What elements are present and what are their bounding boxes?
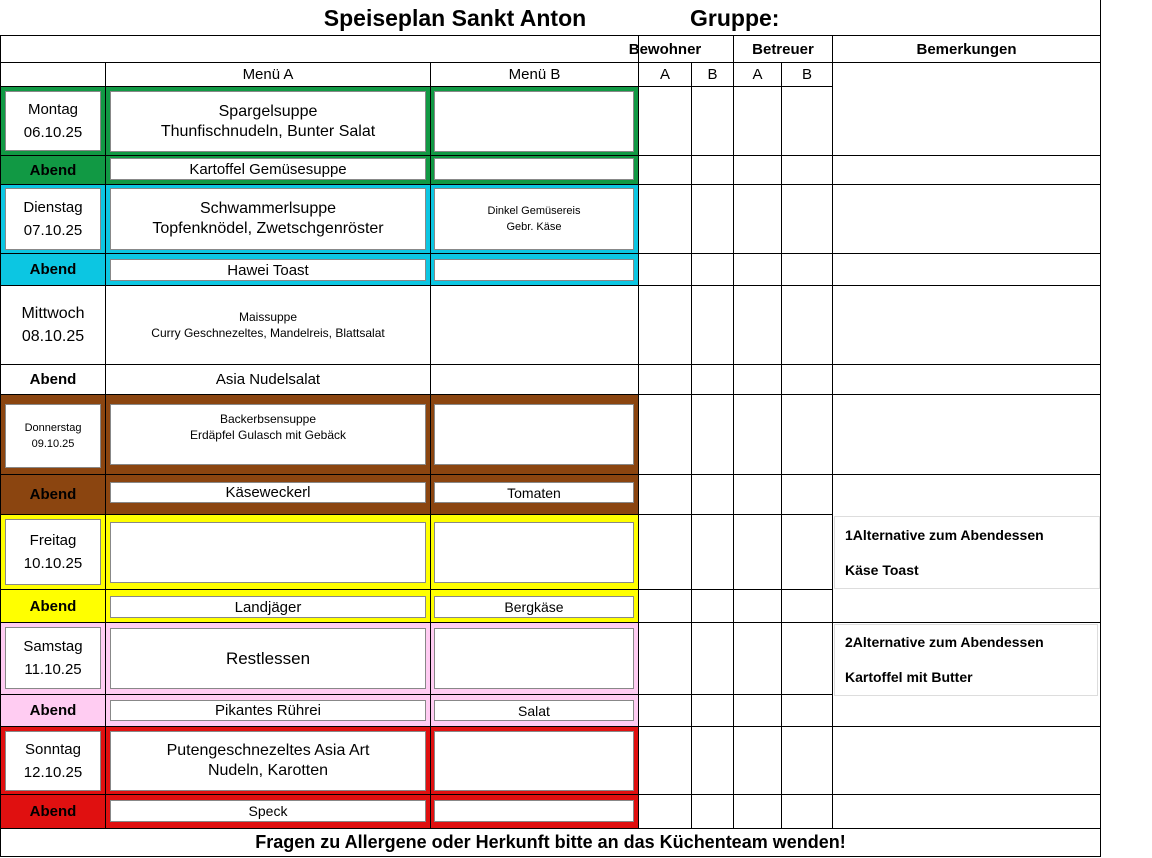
abend-text: Bergkäse bbox=[504, 599, 564, 615]
abend-b-montag bbox=[434, 158, 634, 180]
abend-a-samstag bbox=[110, 700, 426, 721]
header-menu-a: Menü A bbox=[242, 66, 294, 83]
day-name: Samstag bbox=[23, 638, 83, 655]
abend-text: Pikantes Rührei bbox=[215, 702, 321, 719]
abend-label-freitag: Abend bbox=[29, 597, 77, 615]
day-cell-freitag bbox=[5, 519, 101, 585]
menu-a-freitag bbox=[110, 522, 426, 583]
abend-b-samstag bbox=[434, 700, 634, 721]
menu-line: Thunfischnudeln, Bunter Salat bbox=[160, 122, 376, 140]
menu-b-sonntag bbox=[434, 731, 634, 791]
abend-text: Käseweckerl bbox=[225, 484, 311, 501]
menu-line: Schwammerlsuppe bbox=[199, 200, 337, 217]
header-bemerkungen: Bemerkungen bbox=[916, 40, 1017, 58]
menu-line: Putengeschnezeltes Asia Art bbox=[166, 742, 370, 759]
abend-a-mittwoch: Asia Nudelsalat bbox=[215, 371, 321, 388]
menu-a-mittwoch bbox=[106, 286, 430, 364]
header-bewohner-b: B bbox=[707, 66, 718, 83]
header-menu-b: Menü B bbox=[508, 66, 561, 83]
menu-a-samstag bbox=[110, 628, 426, 689]
header-bewohner-a: A bbox=[659, 66, 670, 83]
menu-line: Curry Geschnezeltes, Mandelreis, Blattsalat bbox=[151, 326, 385, 340]
menu-line: Gebr. Käse bbox=[506, 221, 562, 233]
header-betreuer-a: A bbox=[752, 66, 763, 83]
abend-label-samstag: Abend bbox=[29, 702, 77, 719]
menu-line: Backerbsensuppe bbox=[219, 412, 317, 426]
menu-b-montag bbox=[434, 91, 634, 152]
abend-text: Landjäger bbox=[234, 598, 302, 616]
abend-label-donnerstag: Abend bbox=[29, 486, 77, 503]
day-cell-samstag bbox=[5, 627, 101, 689]
day-date: 07.10.25 bbox=[23, 222, 83, 239]
abend-a-dienstag bbox=[110, 259, 426, 281]
abend-a-freitag bbox=[110, 596, 426, 618]
menu-line: Maissuppe bbox=[238, 310, 298, 324]
header-betreuer-b: B bbox=[801, 66, 812, 83]
menu-b-samstag bbox=[434, 628, 634, 689]
day-date: 06.10.25 bbox=[23, 124, 83, 141]
abend-a-sonntag bbox=[110, 800, 426, 822]
remark-line: Käse Toast bbox=[845, 561, 919, 578]
remark-2 bbox=[834, 624, 1098, 696]
remark-1 bbox=[834, 516, 1100, 589]
day-date: 10.10.25 bbox=[23, 555, 83, 572]
day-date: 11.10.25 bbox=[24, 661, 82, 678]
remark-line: Kartoffel mit Butter bbox=[845, 669, 973, 685]
remark-line: 2Alternative zum Abendessen bbox=[845, 634, 1044, 650]
menu-line: Erdäpfel Gulasch mit Gebäck bbox=[189, 428, 347, 442]
day-name: Donnerstag bbox=[24, 422, 82, 434]
day-cell-montag bbox=[5, 91, 101, 151]
abend-a-donnerstag bbox=[110, 482, 426, 503]
day-date: 12.10.25 bbox=[23, 764, 83, 781]
day-name: Mittwoch bbox=[21, 305, 85, 322]
abend-label-mittwoch: Abend bbox=[29, 371, 77, 388]
menu-b-dienstag bbox=[434, 188, 634, 250]
group-label: Gruppe: bbox=[690, 4, 780, 31]
menu-a-montag bbox=[110, 91, 426, 152]
day-date: 08.10.25 bbox=[21, 328, 85, 345]
day-name: Montag bbox=[27, 101, 79, 118]
header-bewohner: Bewohner bbox=[628, 40, 702, 58]
abend-text: Tomaten bbox=[507, 484, 561, 501]
day-cell-donnerstag bbox=[5, 404, 101, 468]
day-cell-dienstag bbox=[5, 188, 101, 250]
abend-b-dienstag bbox=[434, 259, 634, 281]
menu-a-dienstag bbox=[110, 188, 426, 250]
day-cell-mittwoch bbox=[1, 286, 105, 364]
menu-line: Dinkel Gemüsereis bbox=[487, 205, 581, 217]
day-name: Dienstag bbox=[23, 199, 83, 216]
menu-line: Restlessen bbox=[225, 648, 311, 668]
day-cell-sonntag bbox=[5, 731, 101, 791]
abend-text: Salat bbox=[518, 702, 550, 719]
menu-b-donnerstag bbox=[434, 404, 634, 465]
abend-b-donnerstag bbox=[434, 482, 634, 503]
abend-label-montag: Abend bbox=[29, 161, 77, 179]
remark-line: 1Alternative zum Abendessen bbox=[845, 526, 1044, 543]
abend-b-sonntag bbox=[434, 800, 634, 822]
abend-text: Hawei Toast bbox=[227, 261, 309, 279]
abend-text: Kartoffel Gemüsesuppe bbox=[189, 160, 347, 178]
menu-a-donnerstag bbox=[110, 404, 426, 465]
header-betreuer: Betreuer bbox=[752, 40, 814, 58]
abend-label-sonntag: Abend bbox=[29, 803, 77, 820]
abend-text: Speck bbox=[248, 803, 288, 819]
footer-note: Fragen zu Allergene oder Herkunft bitte an das Küchenteam wenden! bbox=[255, 832, 846, 852]
menu-line: Nudeln, Karotten bbox=[207, 762, 329, 779]
menu-b-freitag bbox=[434, 522, 634, 583]
day-name: Sonntag bbox=[25, 741, 81, 758]
abend-label-dienstag: Abend bbox=[29, 261, 77, 278]
day-name: Freitag bbox=[29, 532, 77, 549]
abend-b-freitag bbox=[434, 596, 634, 618]
day-date: 09.10.25 bbox=[31, 438, 75, 450]
menu-a-sonntag bbox=[110, 731, 426, 791]
abend-a-montag bbox=[110, 158, 426, 180]
page-title: Speiseplan Sankt Anton bbox=[323, 4, 587, 31]
menu-line: Spargelsuppe bbox=[218, 102, 318, 120]
menu-line: Topfenknödel, Zwetschgenröster bbox=[152, 220, 384, 237]
